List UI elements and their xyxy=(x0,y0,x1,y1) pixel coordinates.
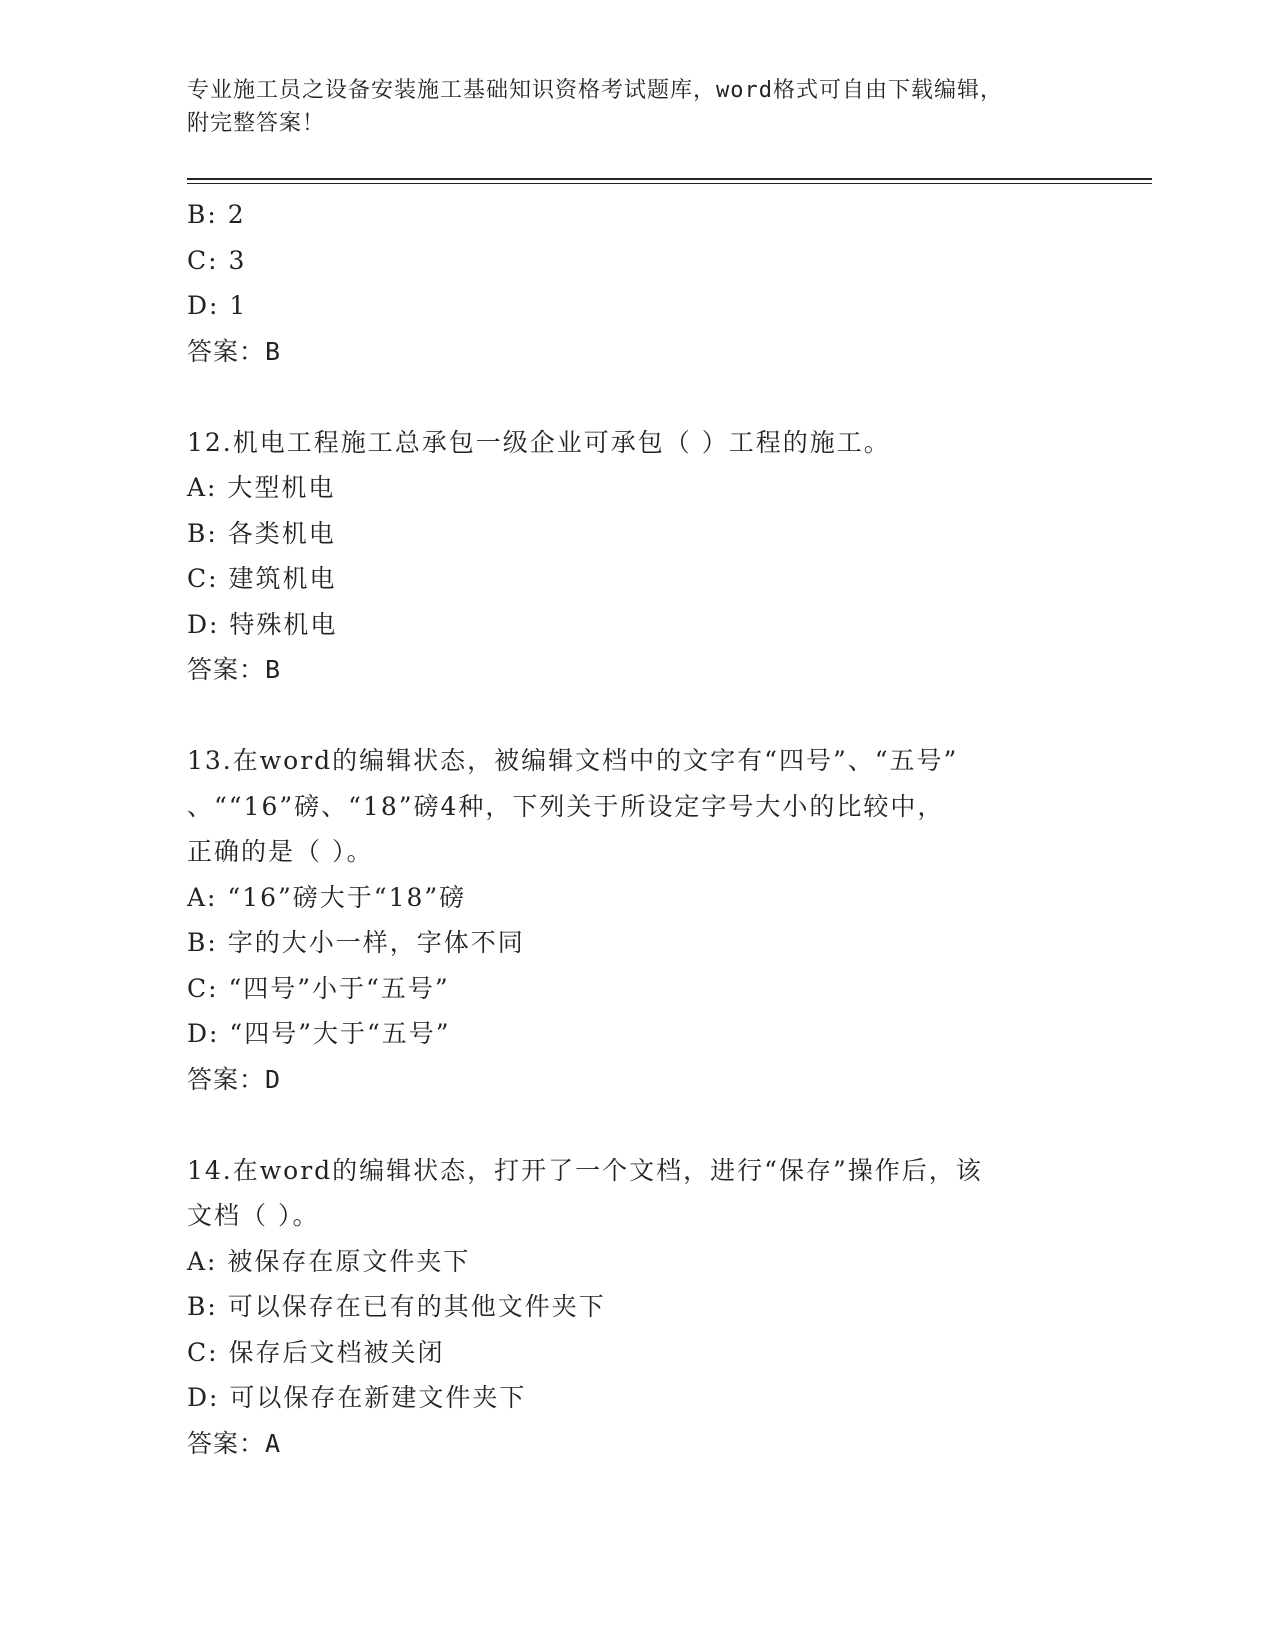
question-stem: 12.机电工程施工总承包一级企业可承包（ ）工程的施工。 xyxy=(187,427,891,457)
option-c: C: “四号”小于“五号” xyxy=(187,973,450,1003)
answer-line: 答案：B xyxy=(187,655,282,684)
answer-line: 答案：D xyxy=(187,1064,282,1094)
option-d: D: 1 xyxy=(187,291,248,320)
option-a: A: “16”磅大于“18”磅 xyxy=(187,882,467,912)
option-c: C: 3 xyxy=(187,245,247,275)
option-b: B: 2 xyxy=(187,200,246,229)
question-stem: 文档（ ）。 xyxy=(187,1201,320,1230)
header-divider xyxy=(187,178,1152,184)
option-d: D: 可以保存在新建文件夹下 xyxy=(187,1383,527,1412)
question-12 xyxy=(187,420,1152,693)
question-spacer xyxy=(187,1102,1152,1148)
option-d: D: “四号”大于“五号” xyxy=(187,1019,451,1048)
option-b: B: 字的大小一样，字体不同 xyxy=(187,928,525,957)
option-b: B: 可以保存在已有的其他文件夹下 xyxy=(187,1292,606,1321)
option-c: C: 建筑机电 xyxy=(187,564,337,593)
answer-line: 答案：B xyxy=(187,336,282,366)
question-partial xyxy=(187,192,1152,374)
question-13 xyxy=(187,738,1152,1102)
header-line-2: 附完整答案！ xyxy=(187,111,326,136)
question-stem: 正确的是（ ）。 xyxy=(187,837,374,866)
question-spacer xyxy=(187,693,1152,739)
question-14 xyxy=(187,1148,1152,1467)
document-header xyxy=(187,74,1067,140)
option-c: C: 保存后文档被关闭 xyxy=(187,1337,445,1367)
question-stem: 、““16”磅、“18”磅4种，下列关于所设定字号大小的比较中， xyxy=(187,791,945,821)
option-a: A: 大型机电 xyxy=(187,473,336,502)
header-line-1: 专业施工员之设备安装施工基础知识资格考试题库，word格式可自由下载编辑， xyxy=(187,78,1003,103)
question-spacer xyxy=(187,374,1152,420)
option-b: B: 各类机电 xyxy=(187,518,336,548)
option-d: D: 特殊机电 xyxy=(187,609,338,639)
question-list xyxy=(187,192,1152,1466)
question-stem: 14.在word的编辑状态，打开了一个文档，进行“保存”操作后，该 xyxy=(187,1155,983,1185)
option-a: A: 被保存在原文件夹下 xyxy=(187,1246,471,1276)
answer-line: 答案：A xyxy=(187,1428,282,1458)
question-stem: 13.在word的编辑状态，被编辑文档中的文字有“四号”、“五号” xyxy=(187,746,959,775)
